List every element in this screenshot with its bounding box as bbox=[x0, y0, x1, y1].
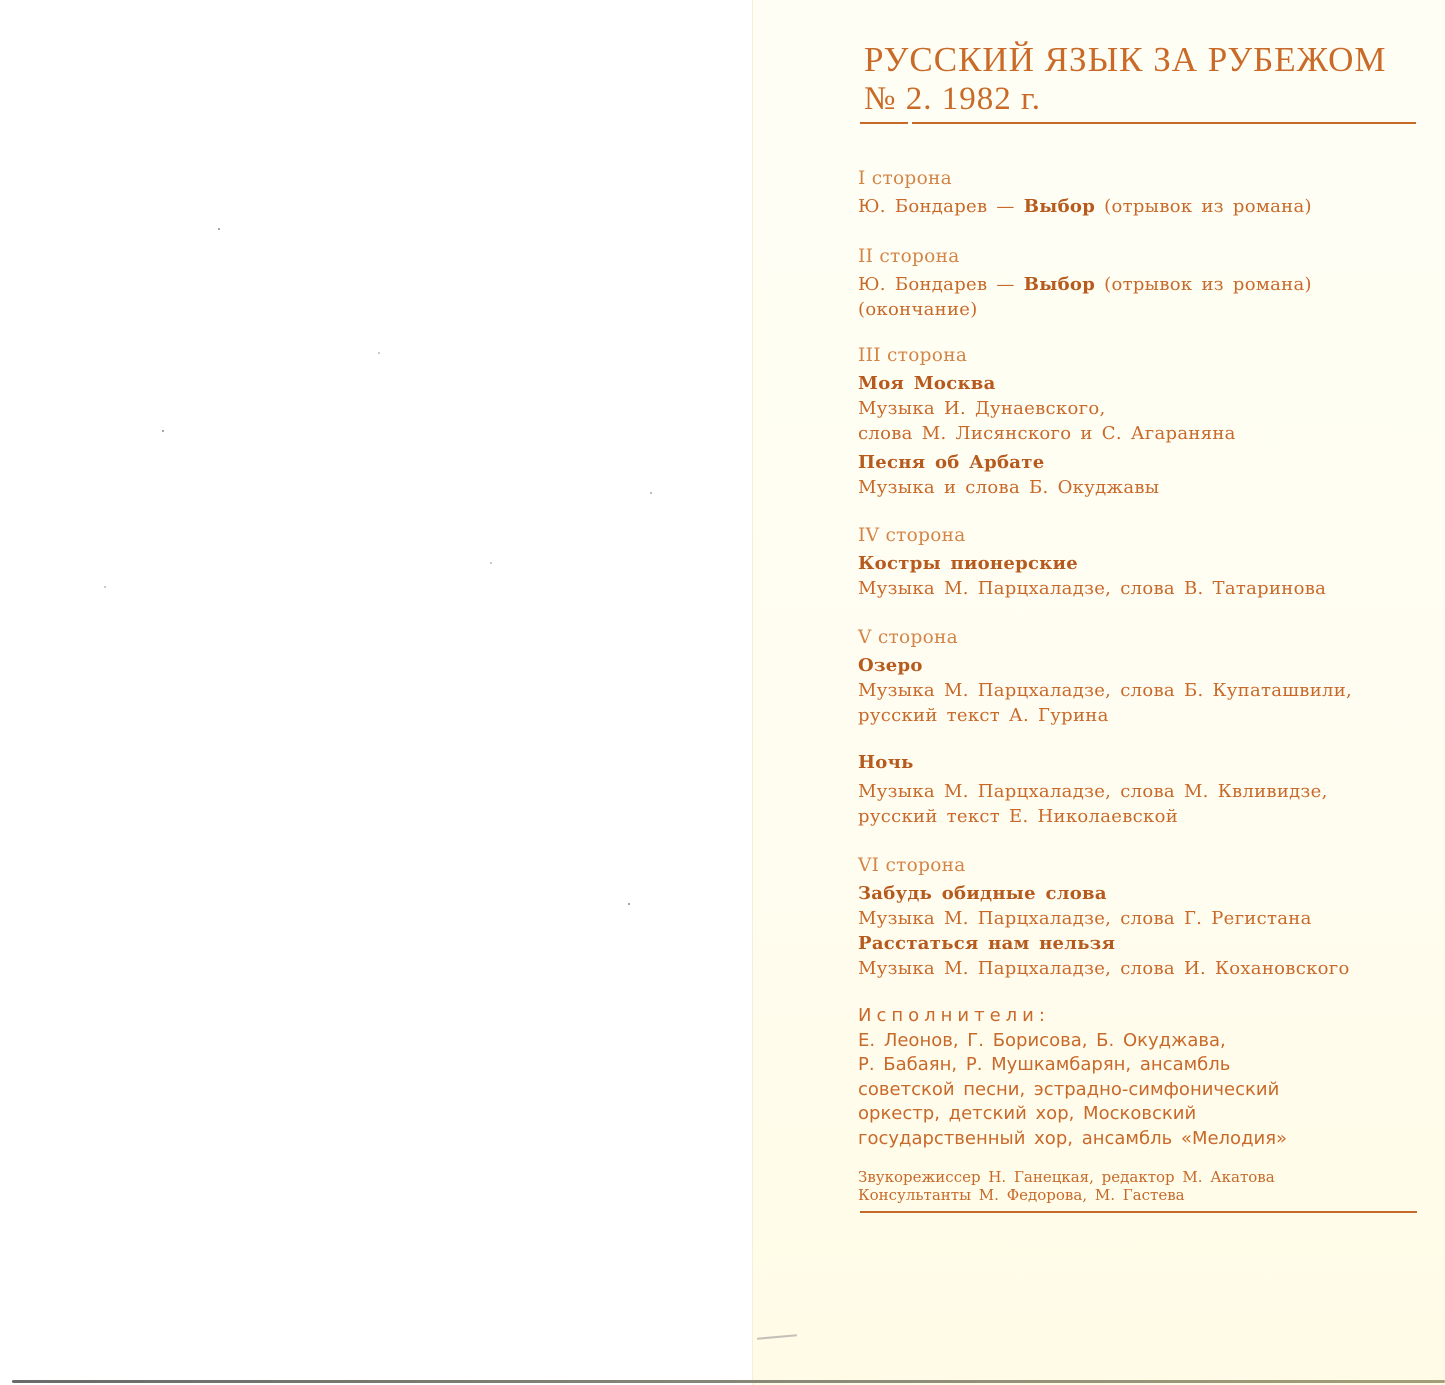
side-5 bbox=[858, 625, 1428, 829]
performers-line: государственный хор, ансамбль «Мелодия» bbox=[858, 1127, 1288, 1149]
paper-speck bbox=[650, 492, 652, 494]
credits-line: Консультанты М. Федорова, М. Гастева bbox=[858, 1186, 1185, 1204]
production-credits bbox=[858, 1168, 1428, 1204]
track-continuation: (окончание) bbox=[858, 299, 978, 320]
paper-speck bbox=[490, 562, 492, 564]
track-author: Ю. Бондарев — bbox=[858, 274, 1024, 295]
performers-line: Е. Леонов, Г. Борисова, Б. Окуджава, bbox=[858, 1029, 1226, 1051]
masthead-title: РУССКИЙ ЯЗЫК ЗА РУБЕЖОМ bbox=[864, 40, 1387, 79]
bottom-rule-divider bbox=[860, 1211, 1417, 1213]
paper-speck bbox=[104, 586, 106, 588]
track-title: Выбор bbox=[1023, 196, 1096, 217]
song-credits: Музыка М. Парцхаладзе, слова Б. Купаташвили, bbox=[858, 680, 1353, 701]
track-note: (отрывок из романа) bbox=[1095, 274, 1312, 295]
track-entry bbox=[858, 194, 1428, 219]
performers-line: Р. Бабаян, Р. Мушкамбарян, ансамбль bbox=[858, 1054, 1231, 1075]
credits-line: Звукорежиссер Н. Ганецкая, редактор М. Акатова bbox=[858, 1168, 1275, 1186]
masthead-issue: № 2. 1982 г. bbox=[864, 81, 1042, 117]
performers-line: оркестр, детский хор, Московский bbox=[858, 1103, 1197, 1124]
song-title: Костры пионерские bbox=[858, 553, 1078, 574]
song-credits: Музыка И. Дунаевского, bbox=[858, 398, 1106, 419]
song-title: Ночь bbox=[858, 752, 914, 773]
paper-speck bbox=[218, 228, 220, 230]
song-title: Песня об Арбате bbox=[858, 452, 1045, 473]
track-entry bbox=[858, 272, 1428, 297]
song-credits: Музыка М. Парцхаладзе, слова И. Кохановского bbox=[858, 958, 1350, 979]
song-title: Забудь обидные слова bbox=[858, 883, 1107, 904]
performers-block bbox=[858, 1004, 1428, 1151]
side-label: IV сторона bbox=[858, 525, 966, 546]
page-fold bbox=[752, 0, 753, 1385]
song-credits: Музыка М. Парцхаладзе, слова В. Татаринова bbox=[858, 578, 1327, 599]
paper-speck bbox=[162, 430, 164, 432]
side-label: VI сторона bbox=[858, 855, 966, 876]
side-3 bbox=[858, 343, 1428, 500]
track-author: Ю. Бондарев — bbox=[858, 196, 1024, 217]
song-credits: русский текст А. Гурина bbox=[858, 705, 1109, 726]
song-credits: русский текст Е. Николаевской bbox=[858, 806, 1179, 827]
song-credits: Музыка М. Парцхаладзе, слова Г. Регистана bbox=[858, 908, 1312, 929]
track-note: (отрывок из романа) bbox=[1095, 196, 1312, 217]
track-title: Выбор bbox=[1023, 274, 1096, 295]
top-rule-divider bbox=[860, 122, 1416, 124]
song-credits: Музыка М. Парцхаладзе, слова М. Квливидзе, bbox=[858, 781, 1328, 802]
side-4 bbox=[858, 523, 1428, 601]
side-label: V сторона bbox=[858, 627, 959, 648]
page-bottom-edge bbox=[12, 1380, 1445, 1383]
masthead bbox=[858, 40, 1418, 118]
performers-line: советской песни, эстрадно-симфонический bbox=[858, 1078, 1280, 1100]
song-title: Моя Москва bbox=[858, 373, 996, 394]
side-6 bbox=[858, 853, 1428, 981]
side-1 bbox=[858, 166, 1428, 219]
side-label: I сторона bbox=[858, 168, 952, 189]
song-title: Расстаться нам нельзя bbox=[858, 933, 1116, 954]
song-credits: Музыка и слова Б. Окуджавы bbox=[858, 477, 1160, 498]
side-2 bbox=[858, 244, 1428, 322]
paper-speck bbox=[628, 903, 630, 905]
song-credits: слова М. Лисянского и С. Агараняна bbox=[858, 423, 1236, 444]
performers-heading: Исполнители: bbox=[858, 1005, 1050, 1026]
side-label: III сторона bbox=[858, 345, 968, 366]
paper-speck bbox=[378, 352, 380, 354]
side-label: II сторона bbox=[858, 246, 960, 267]
song-title: Озеро bbox=[858, 655, 923, 676]
